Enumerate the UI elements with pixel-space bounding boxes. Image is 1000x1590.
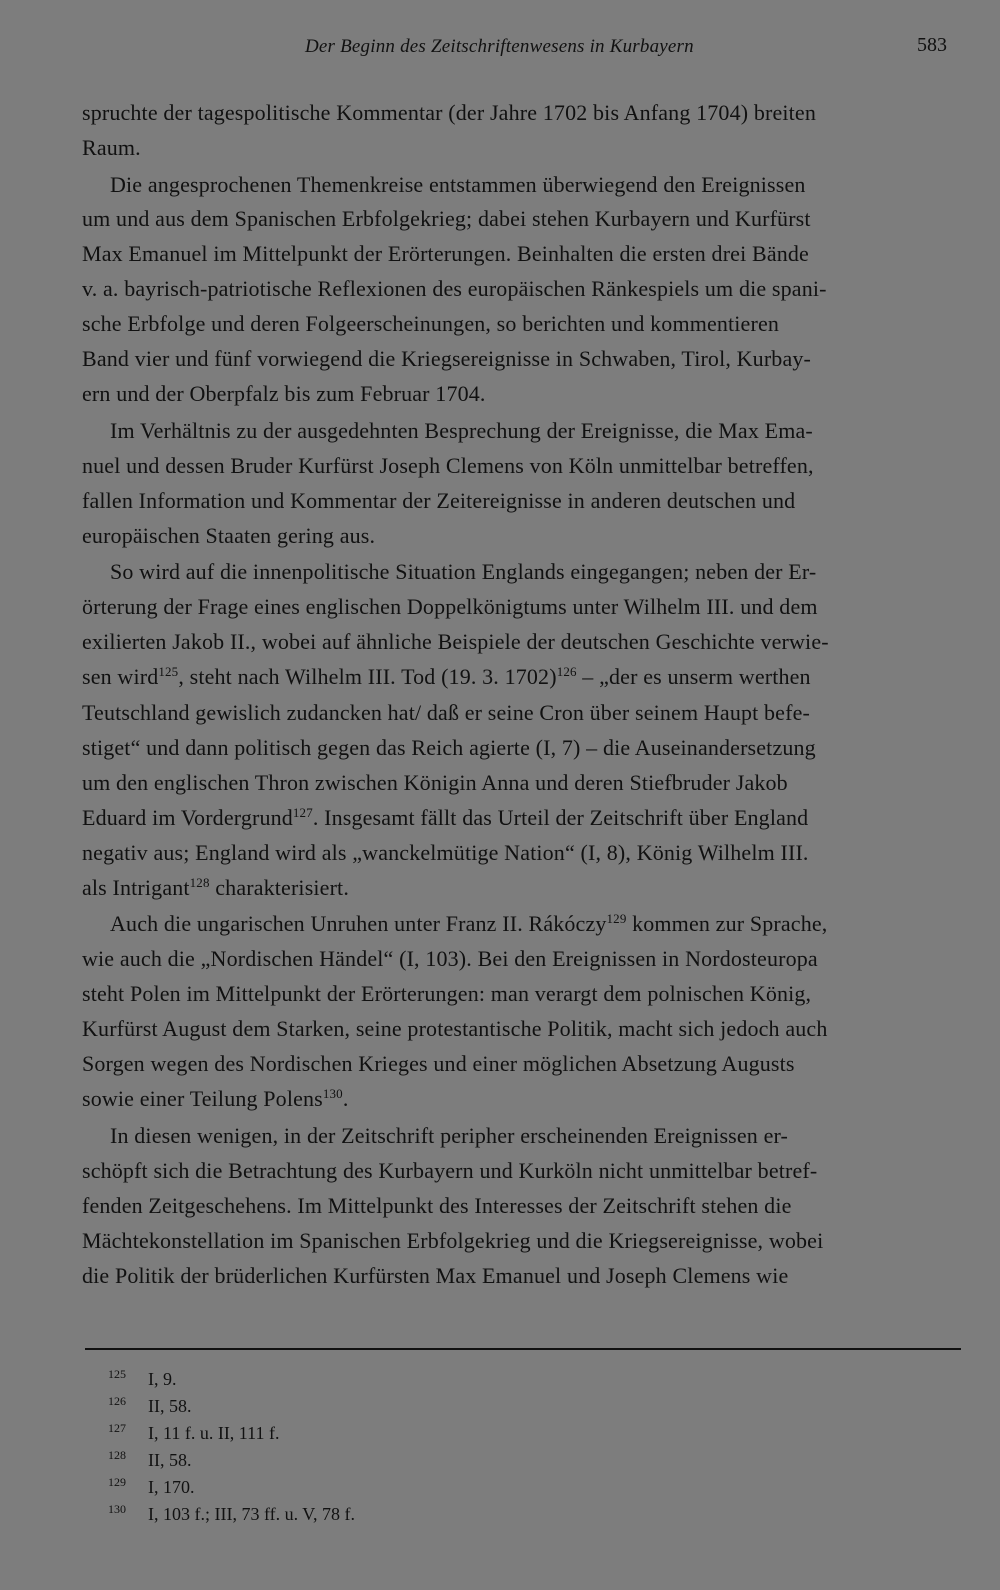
- text-line: [82, 700, 810, 726]
- paragraph-start: [110, 1123, 788, 1149]
- text-run: fallen Information und Kommentar der Zeitereignisse in anderen deutschen und: [82, 488, 796, 513]
- footnotes: [108, 1368, 508, 1558]
- body-text: [82, 0, 962, 1320]
- footnote-text: I, 9.: [148, 1369, 177, 1389]
- footnote-ref: 130: [322, 1086, 343, 1101]
- text-line: [82, 594, 818, 620]
- text-run: fenden Zeitgeschehens. Im Mittelpunkt des Interesses der Zeitschrift stehen die: [82, 1193, 792, 1218]
- text-run: spruchte der tagespolitische Kommentar (der Jahre 1702 bis Anfang 1704) breiten: [82, 100, 816, 125]
- text-run: Auch die ungarischen Unruhen unter Franz II. Rákóczy: [110, 911, 607, 936]
- text-run: So wird auf die innenpolitische Situation Englands eingegangen; neben der Er-: [110, 559, 817, 584]
- text-run: um und aus dem Spanischen Erbfolgekrieg; dabei stehen Kurbayern und Kurfürst: [82, 206, 811, 231]
- text-run: steht Polen im Mittelpunkt der Erörterungen: man verargt dem polnischen König,: [82, 981, 812, 1006]
- footnote-ref: 129: [606, 911, 627, 926]
- text-run: stiget“ und dann politisch gegen das Reich agierte (I, 7) – die Auseinandersetzung: [82, 735, 816, 760]
- footnote-text: II, 58.: [148, 1396, 192, 1416]
- footnote-text: I, 11 f. u. II, 111 f.: [148, 1423, 280, 1443]
- footnote-ref: 126: [556, 664, 577, 679]
- text-line: [82, 840, 809, 866]
- page-number: 583: [917, 34, 947, 56]
- text-line: [82, 346, 811, 372]
- text-run: In diesen wenigen, in der Zeitschrift peripher erscheinenden Ereignissen er-: [110, 1123, 789, 1148]
- text-run: die Politik der brüderlichen Kurfürsten Max Emanuel und Joseph Clemens wie: [82, 1263, 789, 1288]
- text-run: Raum.: [82, 135, 141, 160]
- text-run: um den englischen Thron zwischen Königin Anna und deren Stiefbruder Jakob: [82, 770, 788, 795]
- text-line: [82, 135, 141, 161]
- text-run: Sorgen wegen des Nordischen Krieges und einer möglichen Absetzung Augusts: [82, 1051, 795, 1076]
- text-line: [82, 241, 809, 267]
- text-line: [82, 664, 811, 690]
- text-line: [82, 1086, 348, 1112]
- text-run: Band vier und fünf vorwiegend die Kriegsereignisse in Schwaben, Tirol, Kurbay-: [82, 346, 811, 371]
- text-run: europäischen Staaten gering aus.: [82, 523, 376, 548]
- footnote-ref: 128: [189, 875, 210, 890]
- text-line: [82, 523, 375, 549]
- text-run: – „der es unserm werthen: [576, 664, 811, 689]
- text-line: [82, 381, 486, 407]
- text-line: [82, 488, 795, 514]
- paragraph-start: [110, 911, 827, 937]
- text-run: charakterisiert.: [209, 875, 349, 900]
- text-line: [82, 1263, 788, 1289]
- text-line: [82, 1193, 792, 1219]
- text-run: sowie einer Teilung Polens: [82, 1086, 323, 1111]
- footnote-ref: 127: [292, 805, 313, 820]
- text-line: [82, 100, 816, 126]
- footnote: 128 II, 58.: [108, 1448, 192, 1470]
- text-run: sche Erbfolge und deren Folgeerscheinungen, so berichten und kommentieren: [82, 311, 780, 336]
- text-run: .: [342, 1086, 349, 1111]
- footnote: 125 I, 9.: [108, 1367, 177, 1389]
- text-line: [82, 276, 827, 302]
- text-run: . Insgesamt fällt das Urteil der Zeitschrift über England: [312, 805, 809, 830]
- text-run: Mächtekonstellation im Spanischen Erbfolgekrieg und die Kriegsereignisse, wobei: [82, 1228, 824, 1253]
- text-run: negativ aus; England wird als „wanckelmütige Nation“ (I, 8), König Wilhelm III.: [82, 840, 809, 865]
- text-line: [82, 1158, 817, 1184]
- running-title: Der Beginn des Zeitschriftenwesens in Kurbayern: [305, 36, 694, 57]
- text-line: [82, 805, 808, 831]
- text-run: ern und der Oberpfalz bis zum Februar 1704.: [82, 381, 486, 406]
- text-run: , steht nach Wilhelm III. Tod (19. 3. 1702): [178, 664, 557, 689]
- footnote: 130 I, 103 f.; III, 73 ff. u. V, 78 f.: [108, 1502, 355, 1524]
- text-run: als Intrigant: [82, 875, 190, 900]
- text-run: wie auch die „Nordischen Händel“ (I, 103). Bei den Ereignissen in Nordosteuropa: [82, 946, 818, 971]
- text-run: Eduard im Vordergrund: [82, 805, 293, 830]
- text-line: [82, 453, 814, 479]
- text-run: Teutschland gewislich zudancken hat/ daß er seine Cron über seinem Haupt befe-: [82, 700, 810, 725]
- text-line: [82, 981, 811, 1007]
- text-run: örterung der Frage eines englischen Doppelkönigtums unter Wilhelm III. und dem: [82, 594, 818, 619]
- footnote-rule: [85, 1348, 961, 1350]
- text-run: Die angesprochenen Themenkreise entstammen überwiegend den Ereignissen: [110, 172, 806, 197]
- text-line: [82, 946, 818, 972]
- text-line: [82, 770, 788, 796]
- footnote: 127 I, 11 f. u. II, 111 f.: [108, 1421, 280, 1443]
- footnote-text: I, 170.: [148, 1477, 195, 1497]
- text-run: schöpft sich die Betrachtung des Kurbayern und Kurköln nicht unmittelbar betref-: [82, 1158, 818, 1183]
- text-line: [82, 735, 816, 761]
- text-line: [82, 1016, 827, 1042]
- footnote-text: II, 58.: [148, 1450, 192, 1470]
- text-run: nuel und dessen Bruder Kurfürst Joseph Clemens von Köln unmittelbar betreffen,: [82, 453, 814, 478]
- text-line: [82, 1051, 795, 1077]
- text-run: Kurfürst August dem Starken, seine protestantische Politik, macht sich jedoch auch: [82, 1016, 828, 1041]
- footnote-text: I, 103 f.; III, 73 ff. u. V, 78 f.: [148, 1504, 355, 1524]
- text-run: exilierten Jakob II., wobei auf ähnliche Beispiele der deutschen Geschichte verwie-: [82, 629, 829, 654]
- footnote: 129 I, 170.: [108, 1475, 195, 1497]
- text-run: Im Verhältnis zu der ausgedehnten Besprechung der Ereignisse, die Max Ema-: [110, 418, 813, 443]
- text-line: [82, 875, 349, 901]
- footnote: 126 II, 58.: [108, 1394, 192, 1416]
- text-run: kommen zur Sprache,: [626, 911, 828, 936]
- text-run: v. a. bayrisch-patriotische Reflexionen des europäischen Ränkespiels um die spani-: [82, 276, 827, 301]
- text-run: Max Emanuel im Mittelpunkt der Erörterungen. Beinhalten die ersten drei Bände: [82, 241, 809, 266]
- text-run: sen wird: [82, 664, 159, 689]
- paragraph-start: [110, 559, 816, 585]
- text-line: [82, 1228, 823, 1254]
- text-line: [82, 629, 829, 655]
- text-line: [82, 311, 779, 337]
- paragraph-start: [110, 418, 813, 444]
- text-line: [82, 206, 811, 232]
- paragraph-start: [110, 172, 806, 198]
- footnote-ref: 125: [158, 664, 179, 679]
